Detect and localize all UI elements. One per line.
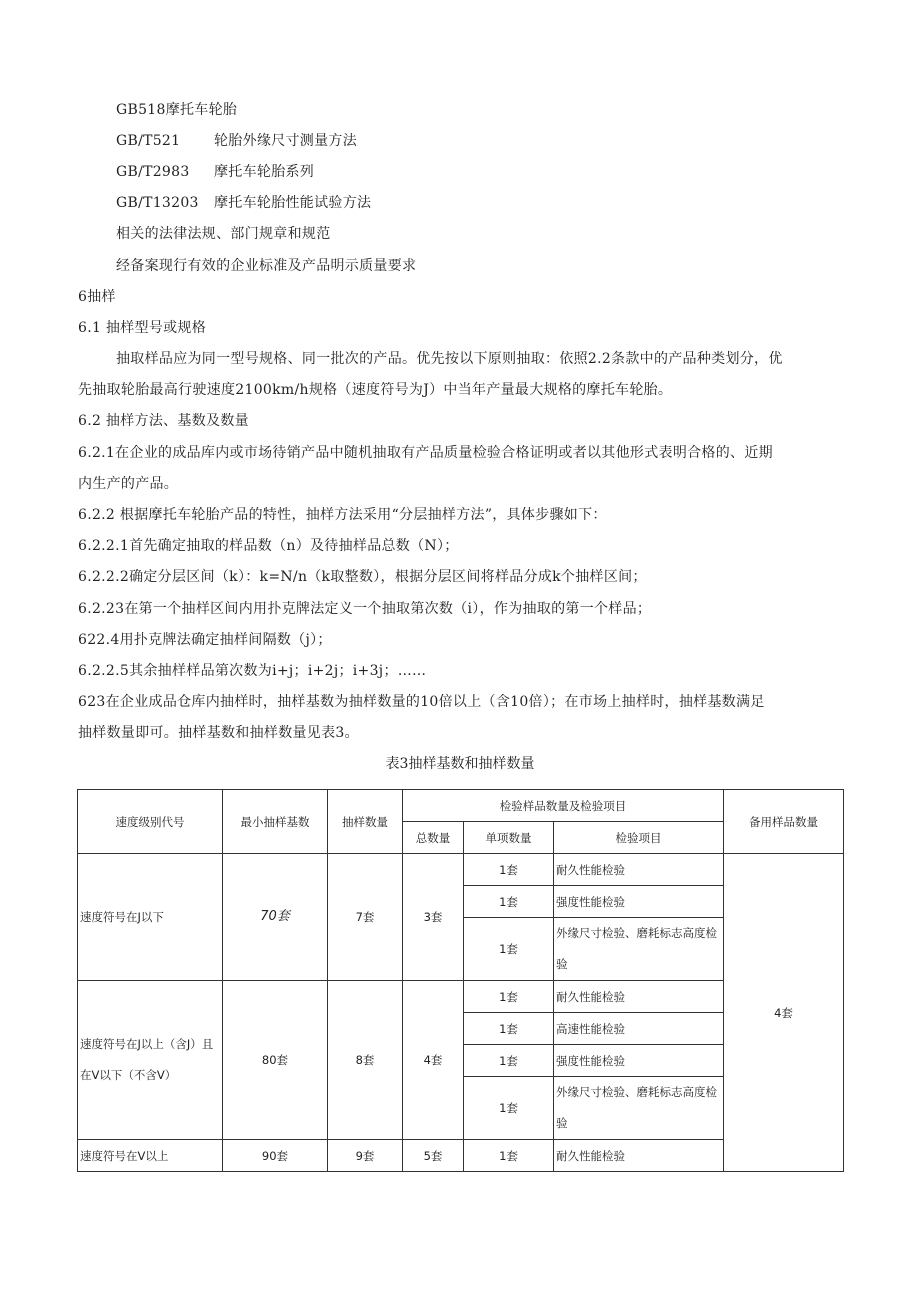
cell-min-base: 70套 <box>223 854 328 981</box>
table-caption: 表3抽样基数和抽样数量 <box>385 756 535 772</box>
header-sample-qty: 抽样数量 <box>328 790 403 854</box>
paragraph-line: 先抽取轮胎最高行驶速度2100km/h规格（速度符号为J）中当年产量最大规格的摩托车轮胎。 <box>78 382 673 398</box>
cell-item: 外缘尺寸检验、磨耗标志高度检验 <box>554 1077 724 1140</box>
paragraph-line: 内生产的产品。 <box>78 476 179 492</box>
paragraph-line: 6.2.2 根据摩托车轮胎产品的特性，抽样方法采用“分层抽样方法”，具体步骤如下： <box>78 507 607 523</box>
cell-speed: 速度符号在J以上（含J）且在V以下（不含V） <box>78 981 223 1140</box>
ref-code: GB/T2983 <box>116 164 190 180</box>
sampling-table <box>77 789 844 1172</box>
cell-item: 高速性能检验 <box>554 1013 724 1045</box>
cell-sample-qty: 8套 <box>328 981 403 1140</box>
ref-title: 摩托车轮胎系列 <box>214 164 315 180</box>
cell-single: 1套 <box>464 1077 554 1140</box>
cell-sample-qty: 7套 <box>328 854 403 981</box>
cell-total: 4套 <box>403 981 464 1140</box>
cell-item: 耐久性能检验 <box>554 1140 724 1172</box>
paragraph-line: 6.2.23在第一个抽样区间内用扑克牌法定义一个抽取第次数（i），作为抽取的第一个样品； <box>78 601 652 617</box>
cell-single: 1套 <box>464 1140 554 1172</box>
cell-spare: 4套 <box>724 854 844 1172</box>
cell-speed: 速度符号在J以下 <box>78 854 223 981</box>
header-total: 总数量 <box>403 822 464 854</box>
paragraph-line: 6.2.2.5其余抽样样品第次数为i+j；i+2j；i+3j；…… <box>78 663 427 679</box>
ref-code: GB/T521 <box>116 133 181 149</box>
ref-code: GB518 <box>116 102 166 118</box>
cell-item: 强度性能检验 <box>554 1045 724 1077</box>
ref-title: 摩托车轮胎 <box>165 102 238 118</box>
cell-item: 强度性能检验 <box>554 886 724 918</box>
subsection-heading: 6.1 抽样型号或规格 <box>78 320 207 336</box>
paragraph-line: 6.2.1在企业的成品库内或市场待销产品中随机抽取有产品质量检验合格证明或者以其他形式表明合格的、近期 <box>78 445 773 461</box>
cell-sample-qty: 9套 <box>328 1140 403 1172</box>
table-row <box>78 854 844 886</box>
cell-min-base: 80套 <box>223 981 328 1140</box>
header-group: 检验样品数量及检验项目 <box>403 790 724 822</box>
cell-single: 1套 <box>464 886 554 918</box>
header-speed: 速度级别代号 <box>78 790 223 854</box>
cell-total: 3套 <box>403 854 464 981</box>
header-spare: 备用样品数量 <box>724 790 844 854</box>
cell-item: 耐久性能检验 <box>554 981 724 1013</box>
ref-item <box>116 100 237 120</box>
subsection-heading: 6.2 抽样方法、基数及数量 <box>78 413 249 429</box>
ref-item: 相关的法律法规、部门规章和规范 <box>116 226 331 242</box>
ref-item: 经备案现行有效的企业标准及产品明示质量要求 <box>116 258 417 274</box>
cell-speed: 速度符号在V以上 <box>78 1140 223 1172</box>
paragraph-line: 6.2.2.1首先确定抽取的样品数（n）及待抽样品总数（N）； <box>78 538 459 554</box>
header-item: 检验项目 <box>554 822 724 854</box>
ref-item <box>116 162 314 182</box>
cell-item: 外缘尺寸检验、磨耗标志高度检验 <box>554 918 724 981</box>
table-header-row <box>78 790 844 822</box>
paragraph-line: 623在企业成品仓库内抽样时，抽样基数为抽样数量的10倍以上（含10倍）；在市场上抽样时，抽样基数满足 <box>78 694 765 710</box>
ref-item <box>116 193 371 213</box>
cell-item: 耐久性能检验 <box>554 854 724 886</box>
cell-min-base: 90套 <box>223 1140 328 1172</box>
header-min-base: 最小抽样基数 <box>223 790 328 854</box>
paragraph-line: 622.4用扑克牌法确定抽样间隔数（j）； <box>78 632 332 648</box>
paragraph-line: 抽取样品应为同一型号规格、同一批次的产品。优先按以下原则抽取：依照2.2条款中的产品种类划分，优 <box>116 351 783 367</box>
ref-title: 摩托车轮胎性能试验方法 <box>214 195 372 211</box>
paragraph-line: 6.2.2.2确定分层区间（k）：k=N/n（k取整数），根据分层区间将样品分成k个抽样区间； <box>78 569 647 585</box>
cell-single: 1套 <box>464 918 554 981</box>
section-heading: 6抽样 <box>78 289 116 305</box>
paragraph-line: 抽样数量即可。抽样基数和抽样数量见表3。 <box>78 725 359 741</box>
cell-single: 1套 <box>464 854 554 886</box>
cell-total: 5套 <box>403 1140 464 1172</box>
header-single: 单项数量 <box>464 822 554 854</box>
cell-single: 1套 <box>464 981 554 1013</box>
cell-single: 1套 <box>464 1013 554 1045</box>
ref-title: 轮胎外缘尺寸测量方法 <box>214 133 357 149</box>
ref-code: GB/T13203 <box>116 195 199 211</box>
ref-item <box>116 131 357 151</box>
cell-single: 1套 <box>464 1045 554 1077</box>
